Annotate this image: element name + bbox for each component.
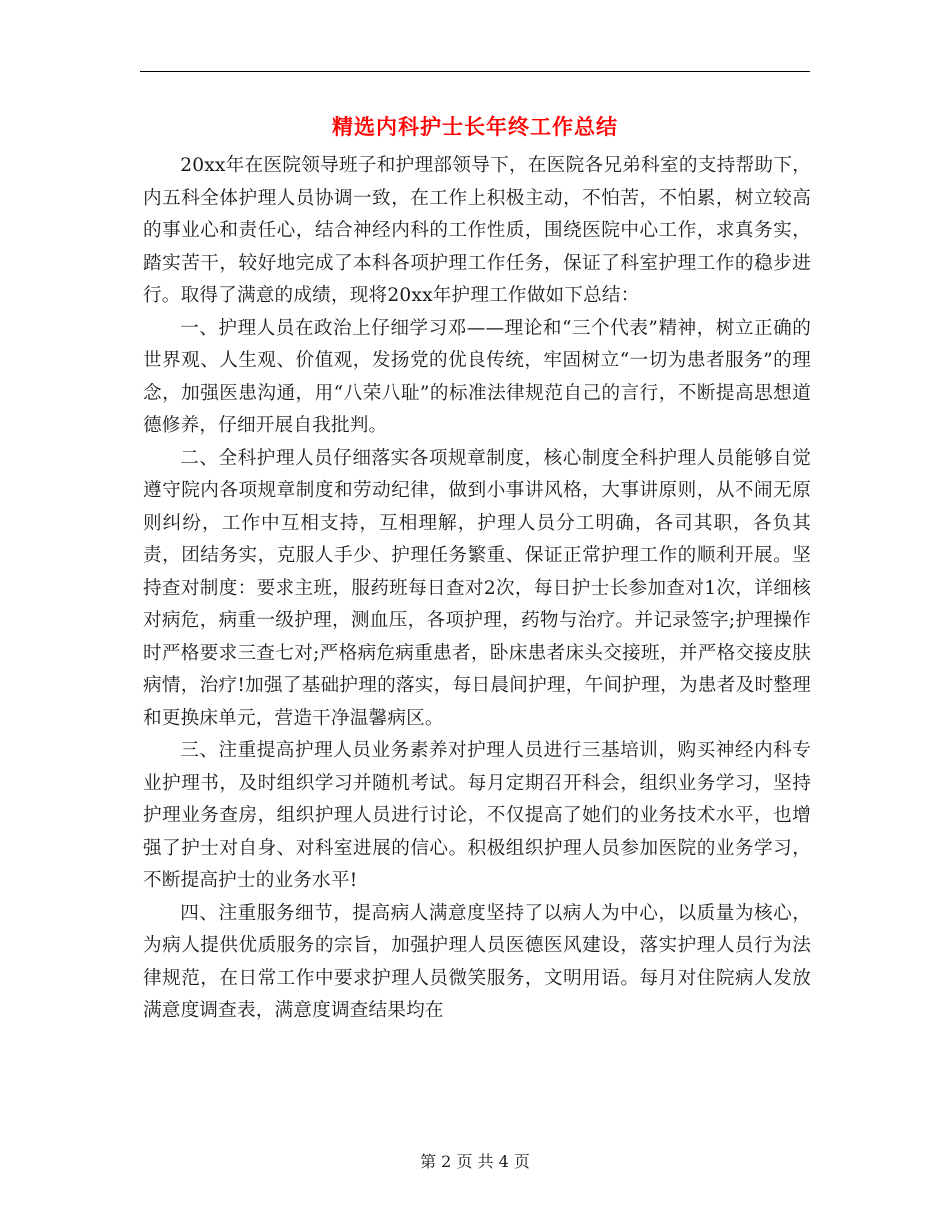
header-rule (140, 71, 810, 72)
document-body (143, 150, 811, 1028)
paragraph-section-1: 一、护理人员在政治上仔细学习邓——理论和“三个代表”精神，树立正确的世界观、人生观、价值观，发扬党的优良传统，牢固树立“一切为患者服务”的理念，加强医患沟通，用“八荣八耻”的标准法律规范自己的言行，不断提高思想道德修养，仔细开展自我批判。 (143, 317, 811, 436)
paragraph-intro: 20xx年在医院领导班子和护理部领导下，在医院各兄弟科室的支持帮助下，内五科全体护理人员协调一致，在工作上积极主动，不怕苦，不怕累，树立较高的事业心和责任心，结合神经内科的工作性质，围绕医院中心工作，求真务实，踏实苦干，较好地完成了本科各项护理工作任务，保证了科室护理工作的稳步进行。取得了满意的成绩，现将20xx年护理工作做如下总结： (143, 155, 811, 306)
paragraph-section-4: 四、注重服务细节，提高病人满意度坚持了以病人为中心，以质量为核心，为病人提供优质服务的宗旨，加强护理人员医德医风建设，落实护理人员行为法律规范，在日常工作中要求护理人员微笑服务，文明用语。每月对住院病人发放满意度调查表，满意度调查结果均在 (143, 902, 811, 1021)
page-number: 第 2 页 共 4 页 (420, 1152, 530, 1171)
paragraph-section-2: 二、全科护理人员仔细落实各项规章制度，核心制度全科护理人员能够自觉遵守院内各项规章制度和劳动纪律，做到小事讲风格，大事讲原则，从不闹无原则纠纷，工作中互相支持，互相理解，护理人员分工明确，各司其职，各负其责，团结务实，克服人手少、护理任务繁重、保证正常护理工作的顺利开展。坚持查对制度：要求主班，服药班每日查对2次，每日护士长参加查对1次，详细核对病危，病重一级护理，测血压，各项护理，药物与治疗。并记录签字;护理操作时严格要求三查七对;严格病危病重患者，卧床患者床头交接班，并严格交接皮肤病情，治疗!加强了基础护理的落实，每日晨间护理，午间护理，为患者及时整理和更换床单元，营造干净温馨病区。 (143, 447, 811, 729)
paragraph-section-3: 三、注重提高护理人员业务素养对护理人员进行三基培训，购买神经内科专业护理书，及时组织学习并随机考试。每月定期召开科会，组织业务学习，坚持护理业务查房，组织护理人员进行讨论，不仅提高了她们的业务技术水平，也增强了护士对自身、对科室进展的信心。积极组织护理人员参加医院的业务学习，不断提高护士的业务水平! (143, 740, 811, 891)
document-title: 精选内科护士长年终工作总结 (332, 114, 618, 139)
